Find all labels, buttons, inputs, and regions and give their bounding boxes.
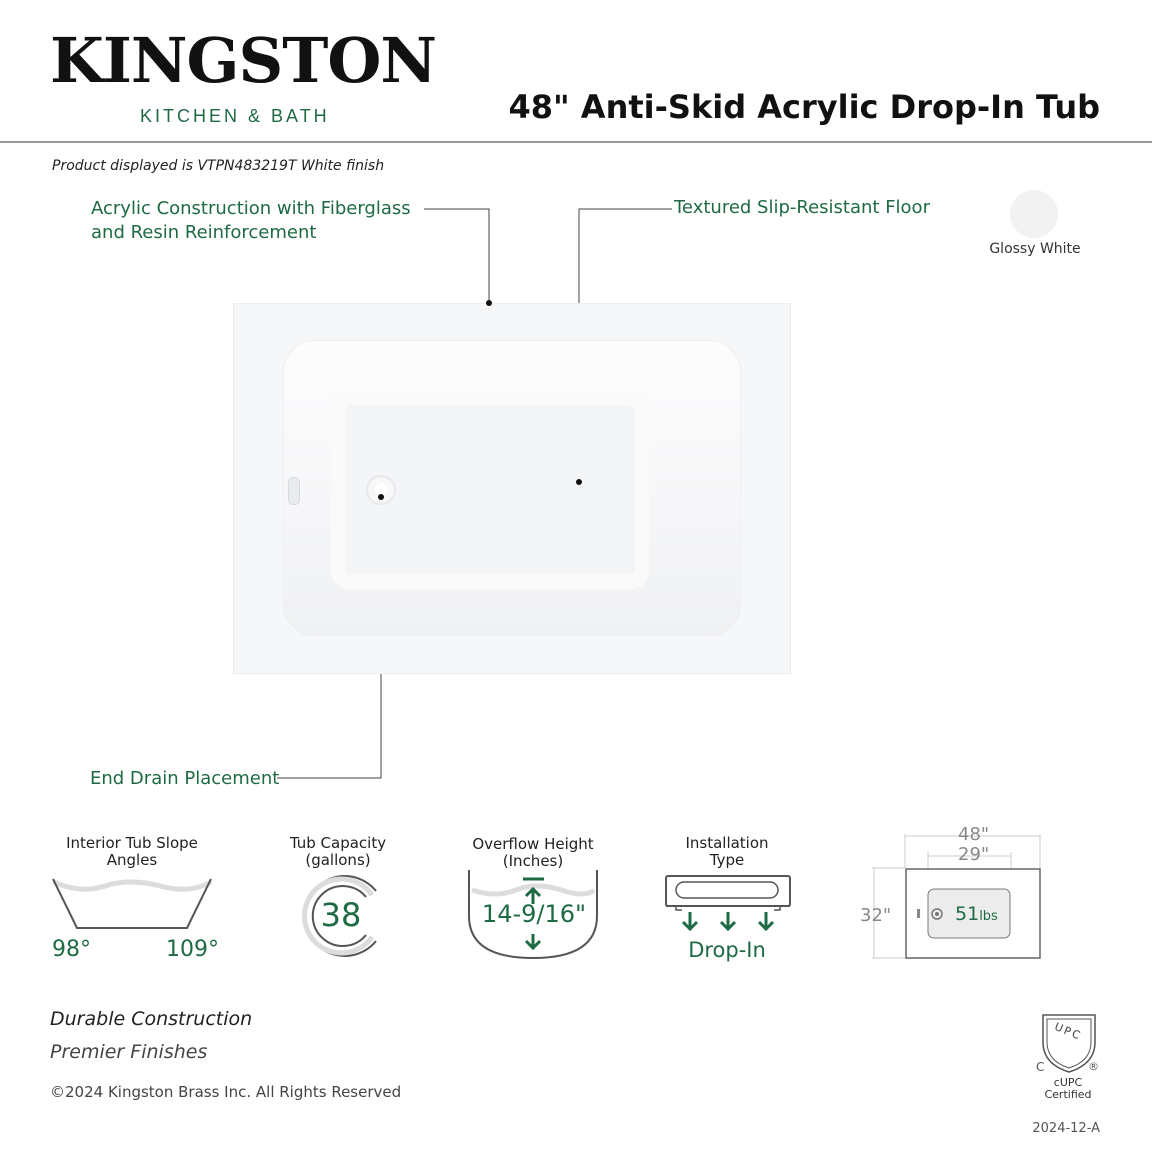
- capacity-label-line2: (gallons): [305, 851, 371, 869]
- slope-label: [52, 835, 212, 869]
- capacity-label: [268, 835, 408, 869]
- capacity-value: 38: [320, 896, 362, 934]
- overflow-label-line2: (Inches): [502, 852, 564, 870]
- weight-number: 51: [955, 903, 980, 925]
- callout-dot-acrylic: [486, 300, 492, 306]
- slope-right-angle: 109°: [166, 937, 219, 962]
- brand-subtitle: KITCHEN & BATH: [140, 106, 330, 126]
- callout-dot-floor: [576, 479, 582, 485]
- slope-label-line2: Angles: [106, 851, 158, 869]
- version-code: 2024-12-A: [1032, 1121, 1100, 1136]
- install-label-line1: Installation: [685, 834, 769, 852]
- dim-width: 32": [860, 905, 892, 926]
- install-value: Drop-In: [688, 938, 766, 962]
- brand-logo-text: KINGSTON: [50, 24, 437, 97]
- dim-inner: 29": [958, 844, 990, 865]
- drop-in-icon: [664, 874, 792, 934]
- product-note: Product displayed is VTPN483219T White finish: [52, 158, 385, 174]
- callout-dot-drain: [378, 494, 384, 500]
- cert-c: C: [1036, 1060, 1045, 1074]
- cert-registered: ®: [1088, 1060, 1099, 1073]
- cert-label-line2: Certified: [1044, 1088, 1092, 1101]
- weight-value: [955, 903, 998, 925]
- finish-label: Glossy White: [989, 241, 1081, 257]
- finish-swatch[interactable]: [1010, 190, 1058, 238]
- cert-label: [1030, 1077, 1106, 1101]
- overflow-fitting: [288, 477, 300, 505]
- overflow-value: 14-9/16": [481, 900, 587, 928]
- upc-mark: UPC: [1052, 1020, 1084, 1043]
- callout-floor: Textured Slip-Resistant Floor: [674, 197, 930, 218]
- page-title: 48" Anti-Skid Acrylic Drop-In Tub: [508, 88, 1100, 126]
- copyright-text: [50, 1083, 401, 1101]
- callout-acrylic-line2: and Resin Reinforcement: [91, 222, 317, 243]
- copyright-icon: ©: [50, 1083, 65, 1101]
- capacity-label-line1: Tub Capacity: [289, 834, 387, 852]
- install-label-line2: Type: [709, 851, 745, 869]
- overflow-label-line1: Overflow Height: [472, 835, 594, 853]
- slope-label-line1: Interior Tub Slope: [66, 834, 198, 852]
- slope-left-angle: 98°: [52, 937, 91, 962]
- feature-finishes: Premier Finishes: [50, 1041, 208, 1063]
- callout-drain: End Drain Placement: [90, 768, 280, 789]
- callout-acrylic: [91, 197, 411, 245]
- dim-length: 48": [958, 824, 990, 845]
- overflow-label: [462, 836, 604, 870]
- slope-icon: [50, 876, 215, 934]
- callout-acrylic-line1: Acrylic Construction with Fiberglass: [91, 198, 411, 219]
- copyright-body: 2024 Kingston Brass Inc. All Rights Reserved: [65, 1083, 402, 1101]
- feature-durable: Durable Construction: [50, 1008, 253, 1030]
- install-label: [662, 835, 792, 869]
- weight-unit: lbs: [979, 909, 998, 924]
- cert-label-line1: cUPC: [1053, 1076, 1083, 1089]
